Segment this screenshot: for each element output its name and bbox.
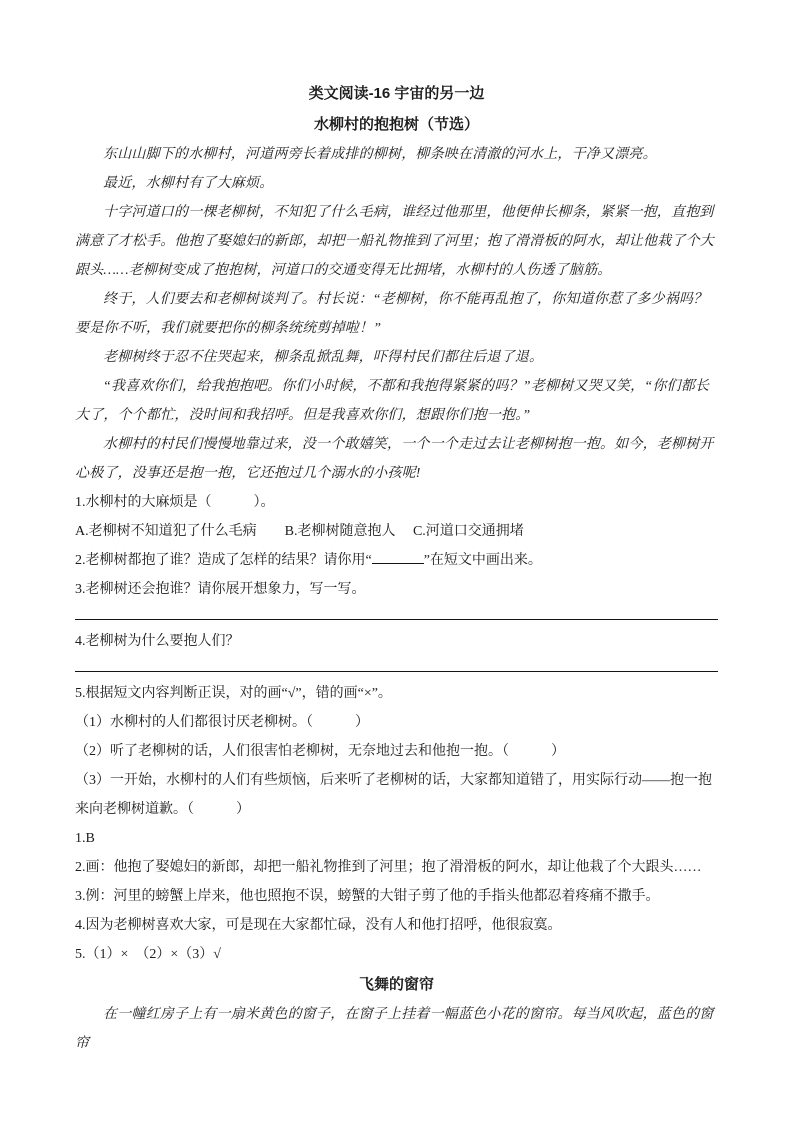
answer-key-1: 1.B (75, 831, 95, 846)
passage-paragraph: 最近，水柳村有了大麻烦。 (103, 176, 274, 191)
passage1-title: 水柳村的抱抱树（节选） (313, 116, 479, 133)
passage-paragraph: “我喜欢你们，给我抱抱吧。你们小时候，不都和我抱得紧紧的吗？”老柳树又哭又笑，“你们都长大了，个个都忙，没时间和我招呼。但是我喜欢你们，想跟你们抱一抱。” (75, 379, 710, 423)
question-2-text-pre: 2.老柳树都抱了谁？造成了怎样的结果？请你用“ (75, 553, 372, 568)
answer-key-5: 5.（1）× （2）×（3）√ (75, 947, 221, 962)
question-4: 4.老柳树为什么要抱人们？ (75, 634, 240, 649)
passage2-paragraph: 在一幢红房子上有一扇米黄色的窗子，在窗子上挂着一幅蓝色小花的窗帘。每当风吹起，蓝色的窗帘 (75, 1007, 714, 1051)
question-5-item-1: （1）水柳村的人们都很讨厌老柳树。（ ） (75, 715, 369, 730)
answer-key-2: 2.画：他抱了娶媳妇的新郎，却把一船礼物推到了河里；抱了滑滑板的阿水，却让他栽了个大跟头…… (75, 860, 702, 875)
passage-paragraph: 东山山脚下的水柳村，河道两旁长着成排的柳树，柳条映在清澈的河水上，干净又漂亮。 (103, 147, 657, 162)
question-2-text-post: ”在短文中画出来。 (423, 553, 542, 568)
passage2-title: 飞舞的窗帘 (358, 976, 434, 993)
question-1-options: A.老柳树不知道犯了什么毛病 B.老柳树随意抱人 C.河道口交通拥堵 (75, 524, 524, 539)
question-5-item-3: （3）一开始，水柳村的人们有些烦恼，后来听了老柳树的话，大家都知道错了，用实际行动——抱一抱来向老柳树道歉。（ ） (75, 773, 712, 817)
passage-paragraph: 水柳村的村民们慢慢地靠过来，没一个敢嬉笑，一个一个走过去让老柳树抱一抱。如今，老柳树开心极了，没事还是抱一抱，它还抱过几个溺水的小孩呢! (75, 437, 714, 481)
answer-line (75, 619, 718, 620)
passage-paragraph: 十字河道口的一棵老柳树，不知犯了什么毛病，谁经过他那里，他便伸长柳条，紧紧一抱，直抱到满意了才松手。他抱了娶媳妇的新郎，却把一船礼物推到了河里；抱了滑滑板的阿水，却让他栽了个大跟头……老柳树变成了抱抱树，河道口的交通变得无比拥堵，水柳村的人伤透了脑筋。 (75, 205, 714, 278)
passage-paragraph: 老柳树终于忍不住哭起来，柳条乱掀乱舞，吓得村民们都往后退了退。 (103, 350, 544, 365)
question-2 (75, 546, 718, 575)
question-5: 5.根据短文内容判断正误，对的画“√”，错的画“×”。 (75, 686, 392, 701)
answer-key-3: 3.例：河里的螃蟹上岸来，他也照抱不误，螃蟹的大钳子剪了他的手指头他都忍着疼痛不撒手。 (75, 889, 660, 904)
answer-line (75, 671, 718, 672)
document-title: 类文阅读-16 宇宙的另一边 (308, 85, 485, 102)
question-5-item-2: （2）听了老柳树的话，人们很害怕老柳树，无奈地过去和他抱一抱。（ ） (75, 744, 565, 759)
answer-key-4: 4.因为老柳树喜欢大家，可是现在大家都忙碌，没有人和他打招呼，他很寂寞。 (75, 918, 562, 933)
question-2-blank-underline (372, 550, 424, 564)
question-1: 1.水柳村的大麻烦是（ ）。 (75, 495, 275, 510)
question-3: 3.老柳树还会抱谁？请你展开想象力，写一写。 (75, 582, 366, 597)
passage-paragraph: 终于，人们要去和老柳树谈判了。村长说：“老柳树，你不能再乱抱了，你知道你惹了多少祸吗？要是你不听，我们就要把你的柳条统统剪掉啦！” (75, 292, 708, 336)
